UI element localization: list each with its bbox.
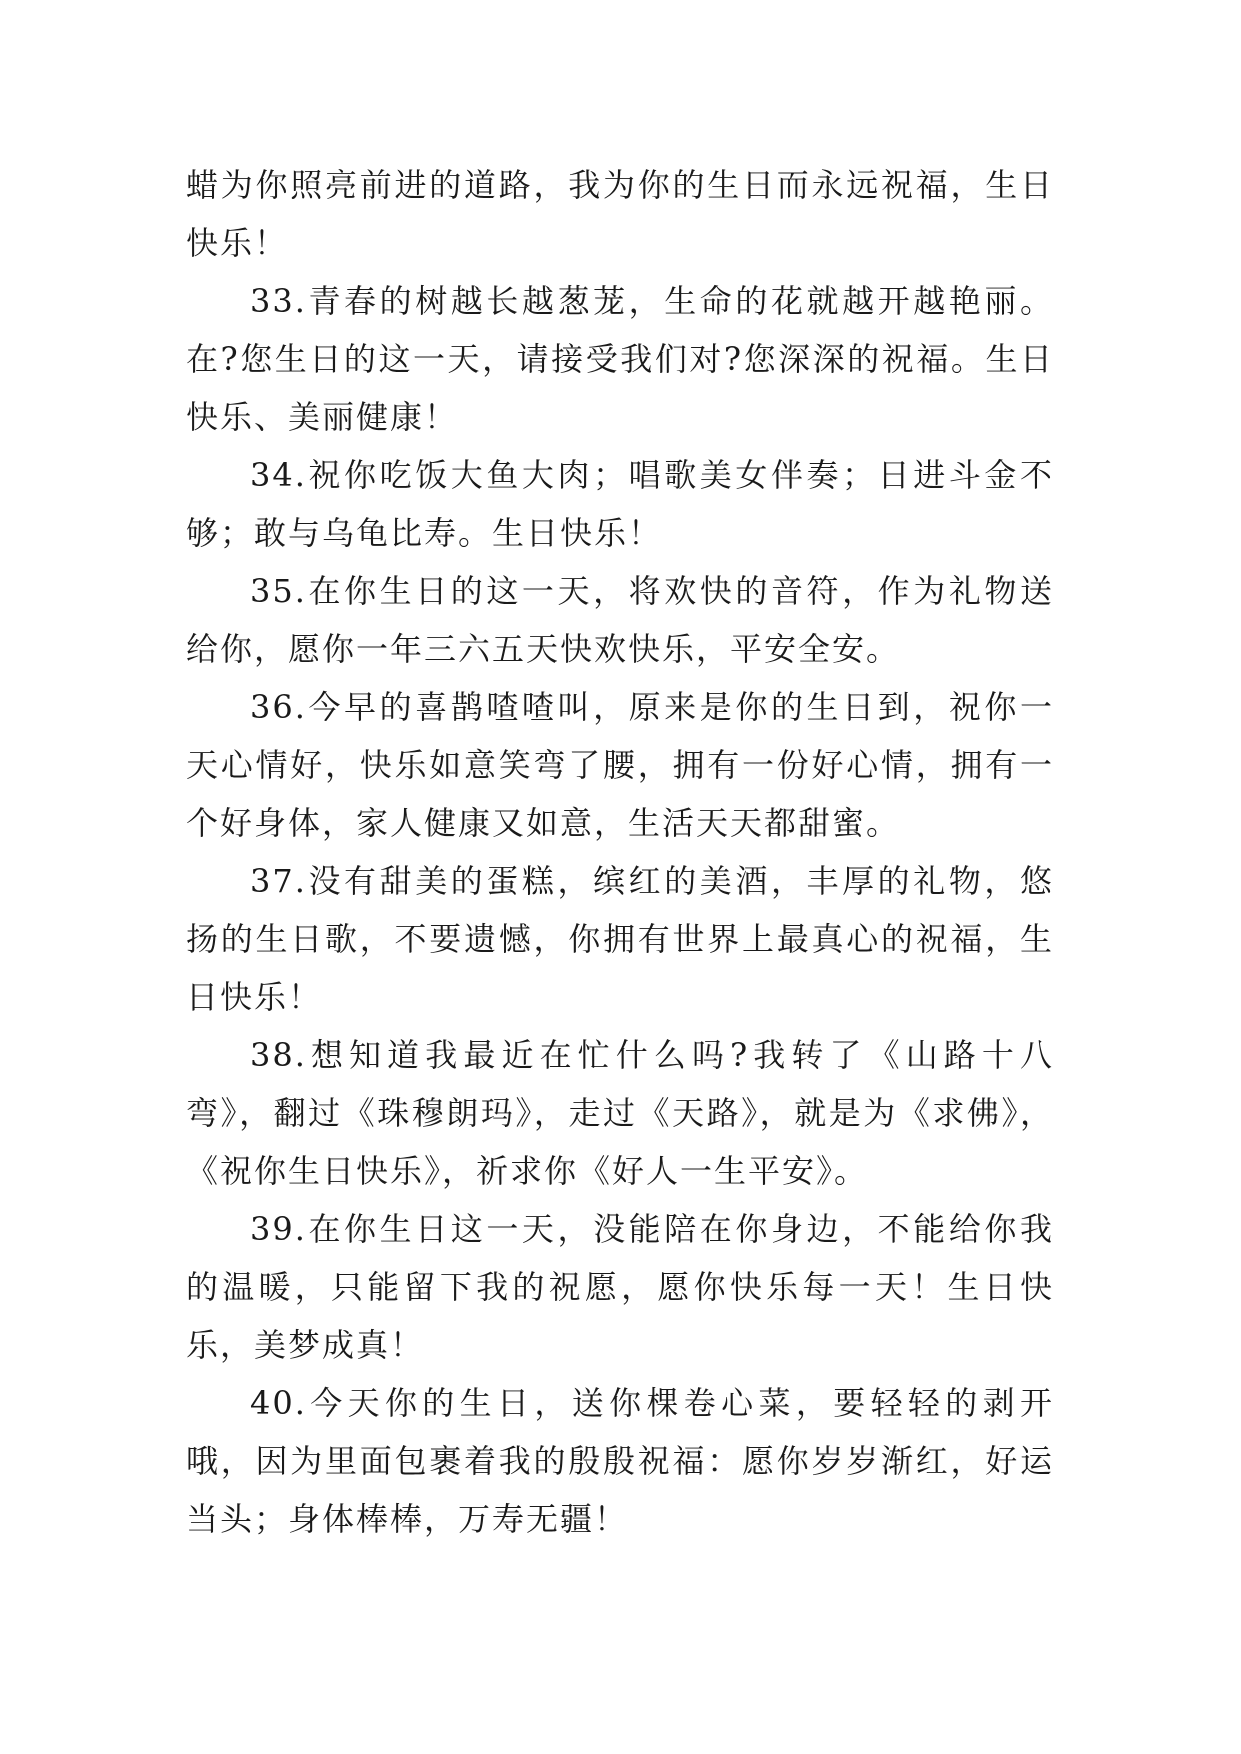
- paragraph-wish-39: 39.在你生日这一天，没能陪在你身边，不能给你我的温暖，只能留下我的祝愿，愿你快乐每一天！生日快乐，美梦成真！: [186, 1210, 1054, 1364]
- document-body: [186, 156, 1054, 1548]
- paragraph-wish-35: 35.在你生日的这一天，将欢快的音符，作为礼物送给你，愿你一年三六五天快欢快乐，平安全安。: [186, 572, 1054, 668]
- paragraph-wish-38: 38.想知道我最近在忙什么吗?我转了《山路十八弯》，翻过《珠穆朗玛》，走过《天路》，就是为《求佛》，《祝你生日快乐》，祈求你《好人一生平安》。: [186, 1036, 1054, 1190]
- paragraph-wish-33: 33.青春的树越长越葱茏，生命的花就越开越艳丽。在?您生日的这一天，请接受我们对?您深深的祝福。生日快乐、美丽健康！: [186, 282, 1054, 436]
- paragraph-wish-34: 34.祝你吃饭大鱼大肉；唱歌美女伴奏；日进斗金不够；敢与乌龟比寿。生日快乐！: [186, 456, 1054, 552]
- paragraph-continuation: 蜡为你照亮前进的道路，我为你的生日而永远祝福，生日快乐！: [186, 166, 1054, 262]
- paragraph-wish-40: 40.今天你的生日，送你棵卷心菜，要轻轻的剥开哦，因为里面包裹着我的殷殷祝福：愿你岁岁渐红，好运当头；身体棒棒，万寿无疆！: [186, 1384, 1054, 1538]
- paragraph-wish-37: 37.没有甜美的蛋糕，缤红的美酒，丰厚的礼物，悠扬的生日歌，不要遗憾，你拥有世界上最真心的祝福，生日快乐！: [186, 862, 1054, 1016]
- paragraph-wish-36: 36.今早的喜鹊喳喳叫，原来是你的生日到，祝你一天心情好，快乐如意笑弯了腰，拥有一份好心情，拥有一个好身体，家人健康又如意，生活天天都甜蜜。: [186, 688, 1054, 842]
